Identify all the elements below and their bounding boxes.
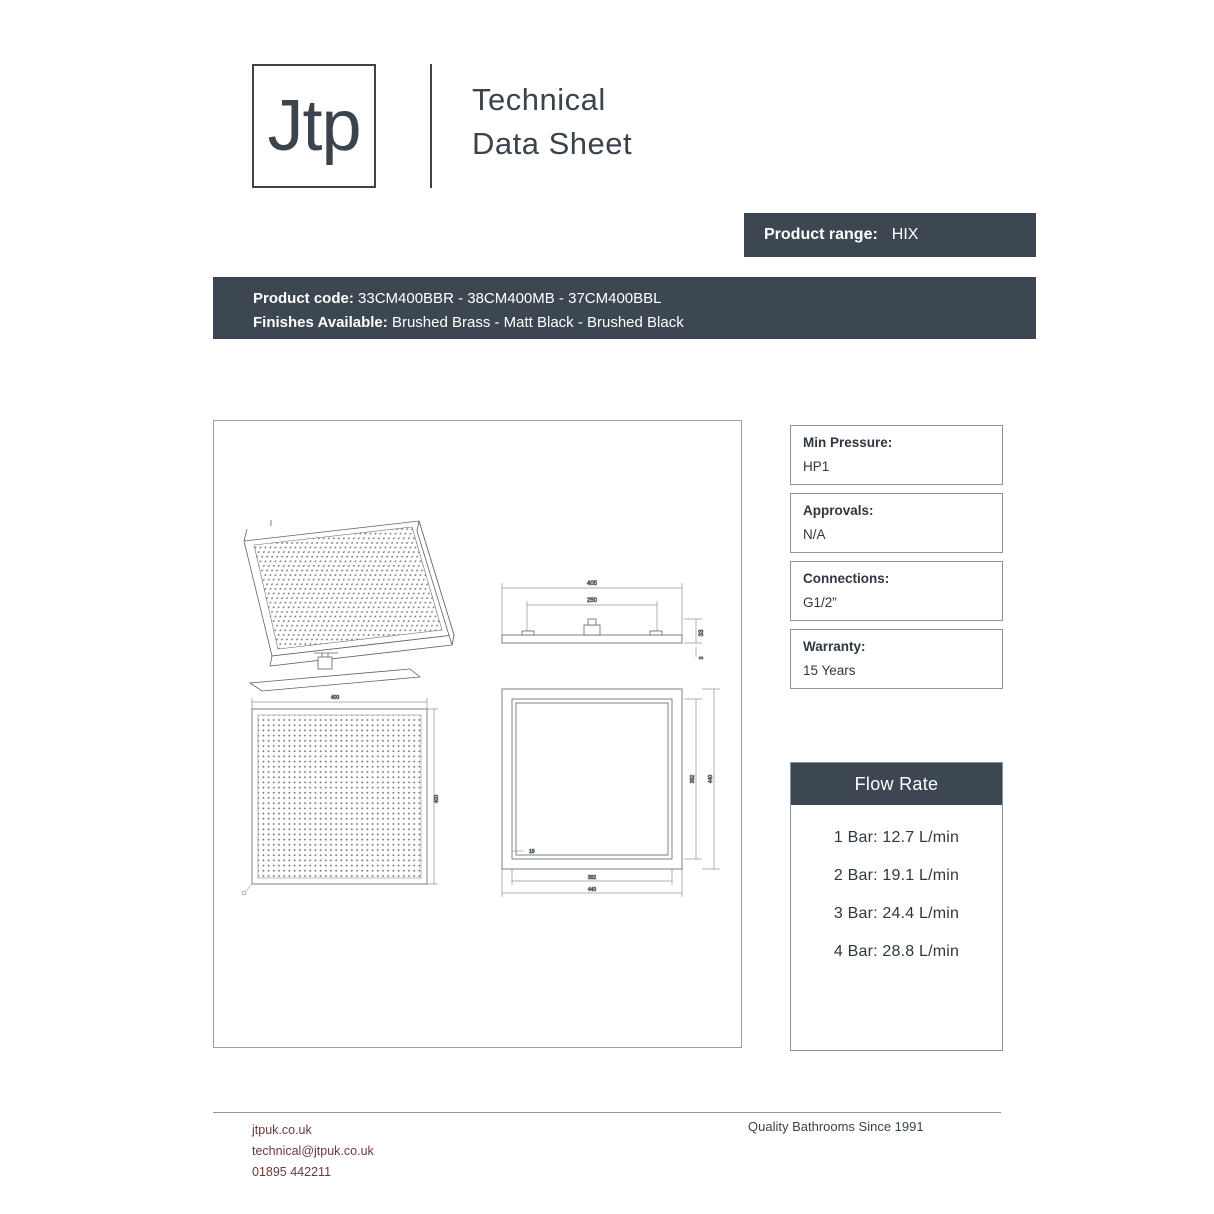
footer-phone: 01895 442211	[252, 1165, 332, 1179]
spec-value: N/A	[803, 527, 826, 542]
flow-rate-row: 4 Bar: 28.8 L/min	[833, 943, 960, 960]
footer-email[interactable]: technical@jtpuk.co.uk	[252, 1144, 374, 1158]
footer-tagline: Quality Bathrooms Since 1991	[748, 1119, 924, 1134]
svg-text:400: 400	[330, 695, 340, 701]
flow-rate-rows	[791, 805, 1002, 961]
product-range-label: Product range:	[764, 226, 878, 243]
spec-warranty	[790, 629, 1003, 689]
page-title	[472, 64, 632, 166]
finishes-row	[253, 311, 1036, 335]
finishes-label: Finishes Available:	[253, 314, 388, 331]
document-header	[252, 64, 632, 188]
logo-text: Jtp	[267, 86, 361, 166]
svg-text:382: 382	[690, 774, 696, 784]
product-code-row	[253, 287, 1036, 311]
svg-text:382: 382	[587, 875, 597, 881]
jtp-logo	[252, 64, 376, 188]
product-code-bar	[213, 277, 1036, 339]
spec-label: Min Pressure:	[803, 435, 893, 450]
spec-connections	[790, 561, 1003, 621]
flow-rate-row: 1 Bar: 12.7 L/min	[833, 829, 960, 846]
edge-section-view	[502, 581, 705, 659]
spec-label: Approvals:	[803, 503, 874, 518]
page-title-line1: Technical	[472, 82, 606, 117]
specification-list	[790, 425, 1003, 697]
technical-drawing-panel	[213, 420, 742, 1048]
page-title-line2: Data Sheet	[472, 126, 633, 161]
footer-contact	[252, 1120, 374, 1183]
svg-text:405: 405	[586, 581, 598, 587]
product-code-label: Product code:	[253, 290, 354, 307]
svg-text:3: 3	[699, 656, 705, 660]
svg-text:440: 440	[708, 774, 714, 784]
front-view	[242, 695, 440, 895]
product-range-value: HIX	[891, 226, 919, 243]
footer-divider	[213, 1112, 1001, 1113]
finishes-value: Brushed Brass - Matt Black - Brushed Black	[391, 314, 684, 331]
spec-approvals	[790, 493, 1003, 553]
flow-rate-panel	[790, 762, 1003, 1051]
plan-view	[502, 689, 720, 897]
footer-website[interactable]: jtpuk.co.uk	[252, 1123, 312, 1137]
svg-text:19: 19	[529, 849, 535, 855]
svg-text:440: 440	[587, 887, 597, 893]
spec-value: 15 Years	[803, 663, 856, 678]
svg-text:33: 33	[699, 629, 705, 637]
technical-drawing	[214, 421, 742, 1048]
spec-label: Connections:	[803, 571, 890, 586]
flow-rate-title: Flow Rate	[791, 763, 1002, 805]
svg-text:400: 400	[434, 794, 440, 804]
spec-value: HP1	[803, 459, 830, 474]
flow-rate-row: 3 Bar: 24.4 L/min	[833, 905, 960, 922]
header-divider	[430, 64, 432, 188]
svg-text:250: 250	[586, 598, 598, 604]
spec-label: Warranty:	[803, 639, 866, 654]
product-code-value: 33CM400BBR - 38CM400MB - 37CM400BBL	[358, 290, 662, 307]
spec-min-pressure	[790, 425, 1003, 485]
flow-rate-row: 2 Bar: 19.1 L/min	[833, 867, 960, 884]
spec-value: G1/2”	[803, 595, 837, 610]
product-range-bar	[744, 213, 1036, 257]
isometric-view	[244, 520, 454, 666]
